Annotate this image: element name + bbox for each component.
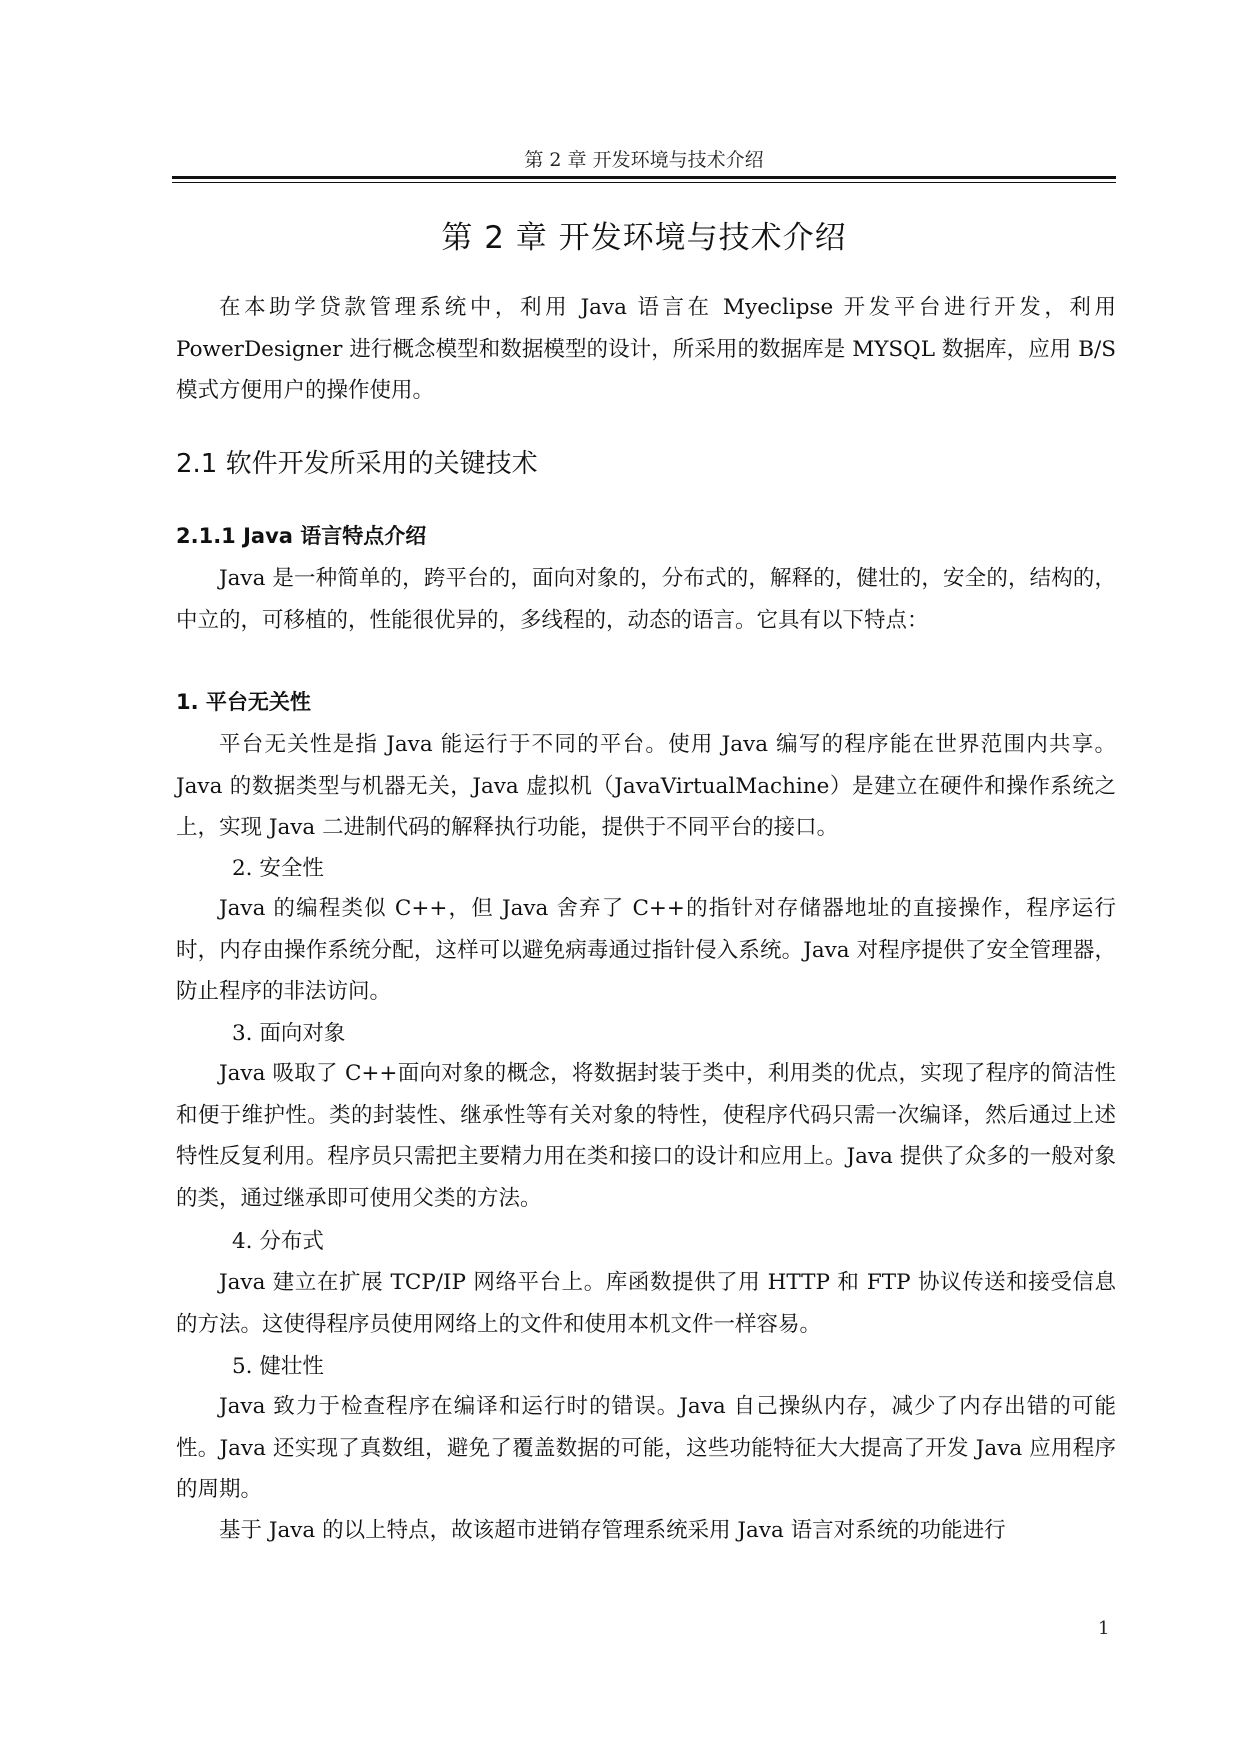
feature-heading-security: 2. 安全性 bbox=[232, 856, 324, 881]
feature-paragraph-distributed: Java 建立在扩展 TCP/IP 网络平台上。库函数提供了用 HTTP 和 FTP 协议传送和接受信息的方法。这使得程序员使用网络上的文件和使用本机文件一样容易。 bbox=[176, 1270, 1116, 1337]
feature-paragraph-platform: 平台无关性是指 Java 能运行于不同的平台。使用 Java 编写的程序能在世界范围内共享。Java 的数据类型与机器无关，Java 虚拟机（JavaVirtualMachine）是建立在硬件和操作系统之上，实现 Java 二进制代码的解释执行功能，提供于不同平台的接口。 bbox=[176, 732, 1116, 840]
page-number: 1 bbox=[1098, 1618, 1110, 1639]
java-intro-paragraph: Java 是一种简单的，跨平台的，面向对象的，分布式的，解释的，健壮的，安全的，结构的，中立的，可移植的，性能很优异的，多线程的，动态的语言。它具有以下特点： bbox=[176, 566, 1116, 633]
feature-paragraph-security: Java 的编程类似 C++，但 Java 舍弃了 C++的指针对存储器地址的直接操作，程序运行时，内存由操作系统分配，这样可以避免病毒通过指针侵入系统。Java 对程序提供了安全管理器，防止程序的非法访问。 bbox=[176, 896, 1116, 1004]
header-rule-thick bbox=[172, 176, 1116, 179]
feature-heading-distributed: 4. 分布式 bbox=[232, 1229, 324, 1254]
closing-paragraph: 基于 Java 的以上特点，故该超市进销存管理系统采用 Java 语言对系统的功能进行 bbox=[219, 1518, 1006, 1543]
feature-heading-robust: 5. 健壮性 bbox=[232, 1354, 324, 1379]
feature-heading-oop: 3. 面向对象 bbox=[232, 1021, 346, 1046]
header-rule-thin bbox=[172, 182, 1116, 183]
intro-paragraph: 在本助学贷款管理系统中，利用 Java 语言在 Myeclipse 开发平台进行开发，利用 PowerDesigner 进行概念模型和数据模型的设计，所采用的数据库是 MYSQL 数据库，应用 B/S 模式方便用户的操作使用。 bbox=[176, 295, 1116, 403]
chapter-title: 第 2 章 开发环境与技术介绍 bbox=[441, 220, 847, 256]
feature-paragraph-robust: Java 致力于检查程序在编译和运行时的错误。Java 自己操纵内存，减少了内存出错的可能性。Java 还实现了真数组，避免了覆盖数据的可能，这些功能特征大大提高了开发 Java 应用程序的周期。 bbox=[176, 1394, 1116, 1502]
feature-paragraph-oop: Java 吸取了 C++面向对象的概念，将数据封装于类中，利用类的优点，实现了程序的简洁性和便于维护性。类的封装性、继承性等有关对象的特性，使程序代码只需一次编译，然后通过上述特性反复利用。程序员只需把主要精力用在类和接口的设计和应用上。Java 提供了众多的一般对象的类，通过继承即可使用父类的方法。 bbox=[176, 1061, 1116, 1211]
running-header: 第 2 章 开发环境与技术介绍 bbox=[524, 149, 764, 171]
section-title: 2.1 软件开发所采用的关键技术 bbox=[176, 449, 538, 479]
subsection-title: 2.1.1 Java 语言特点介绍 bbox=[176, 524, 427, 548]
feature-heading-platform: 1. 平台无关性 bbox=[176, 690, 311, 714]
